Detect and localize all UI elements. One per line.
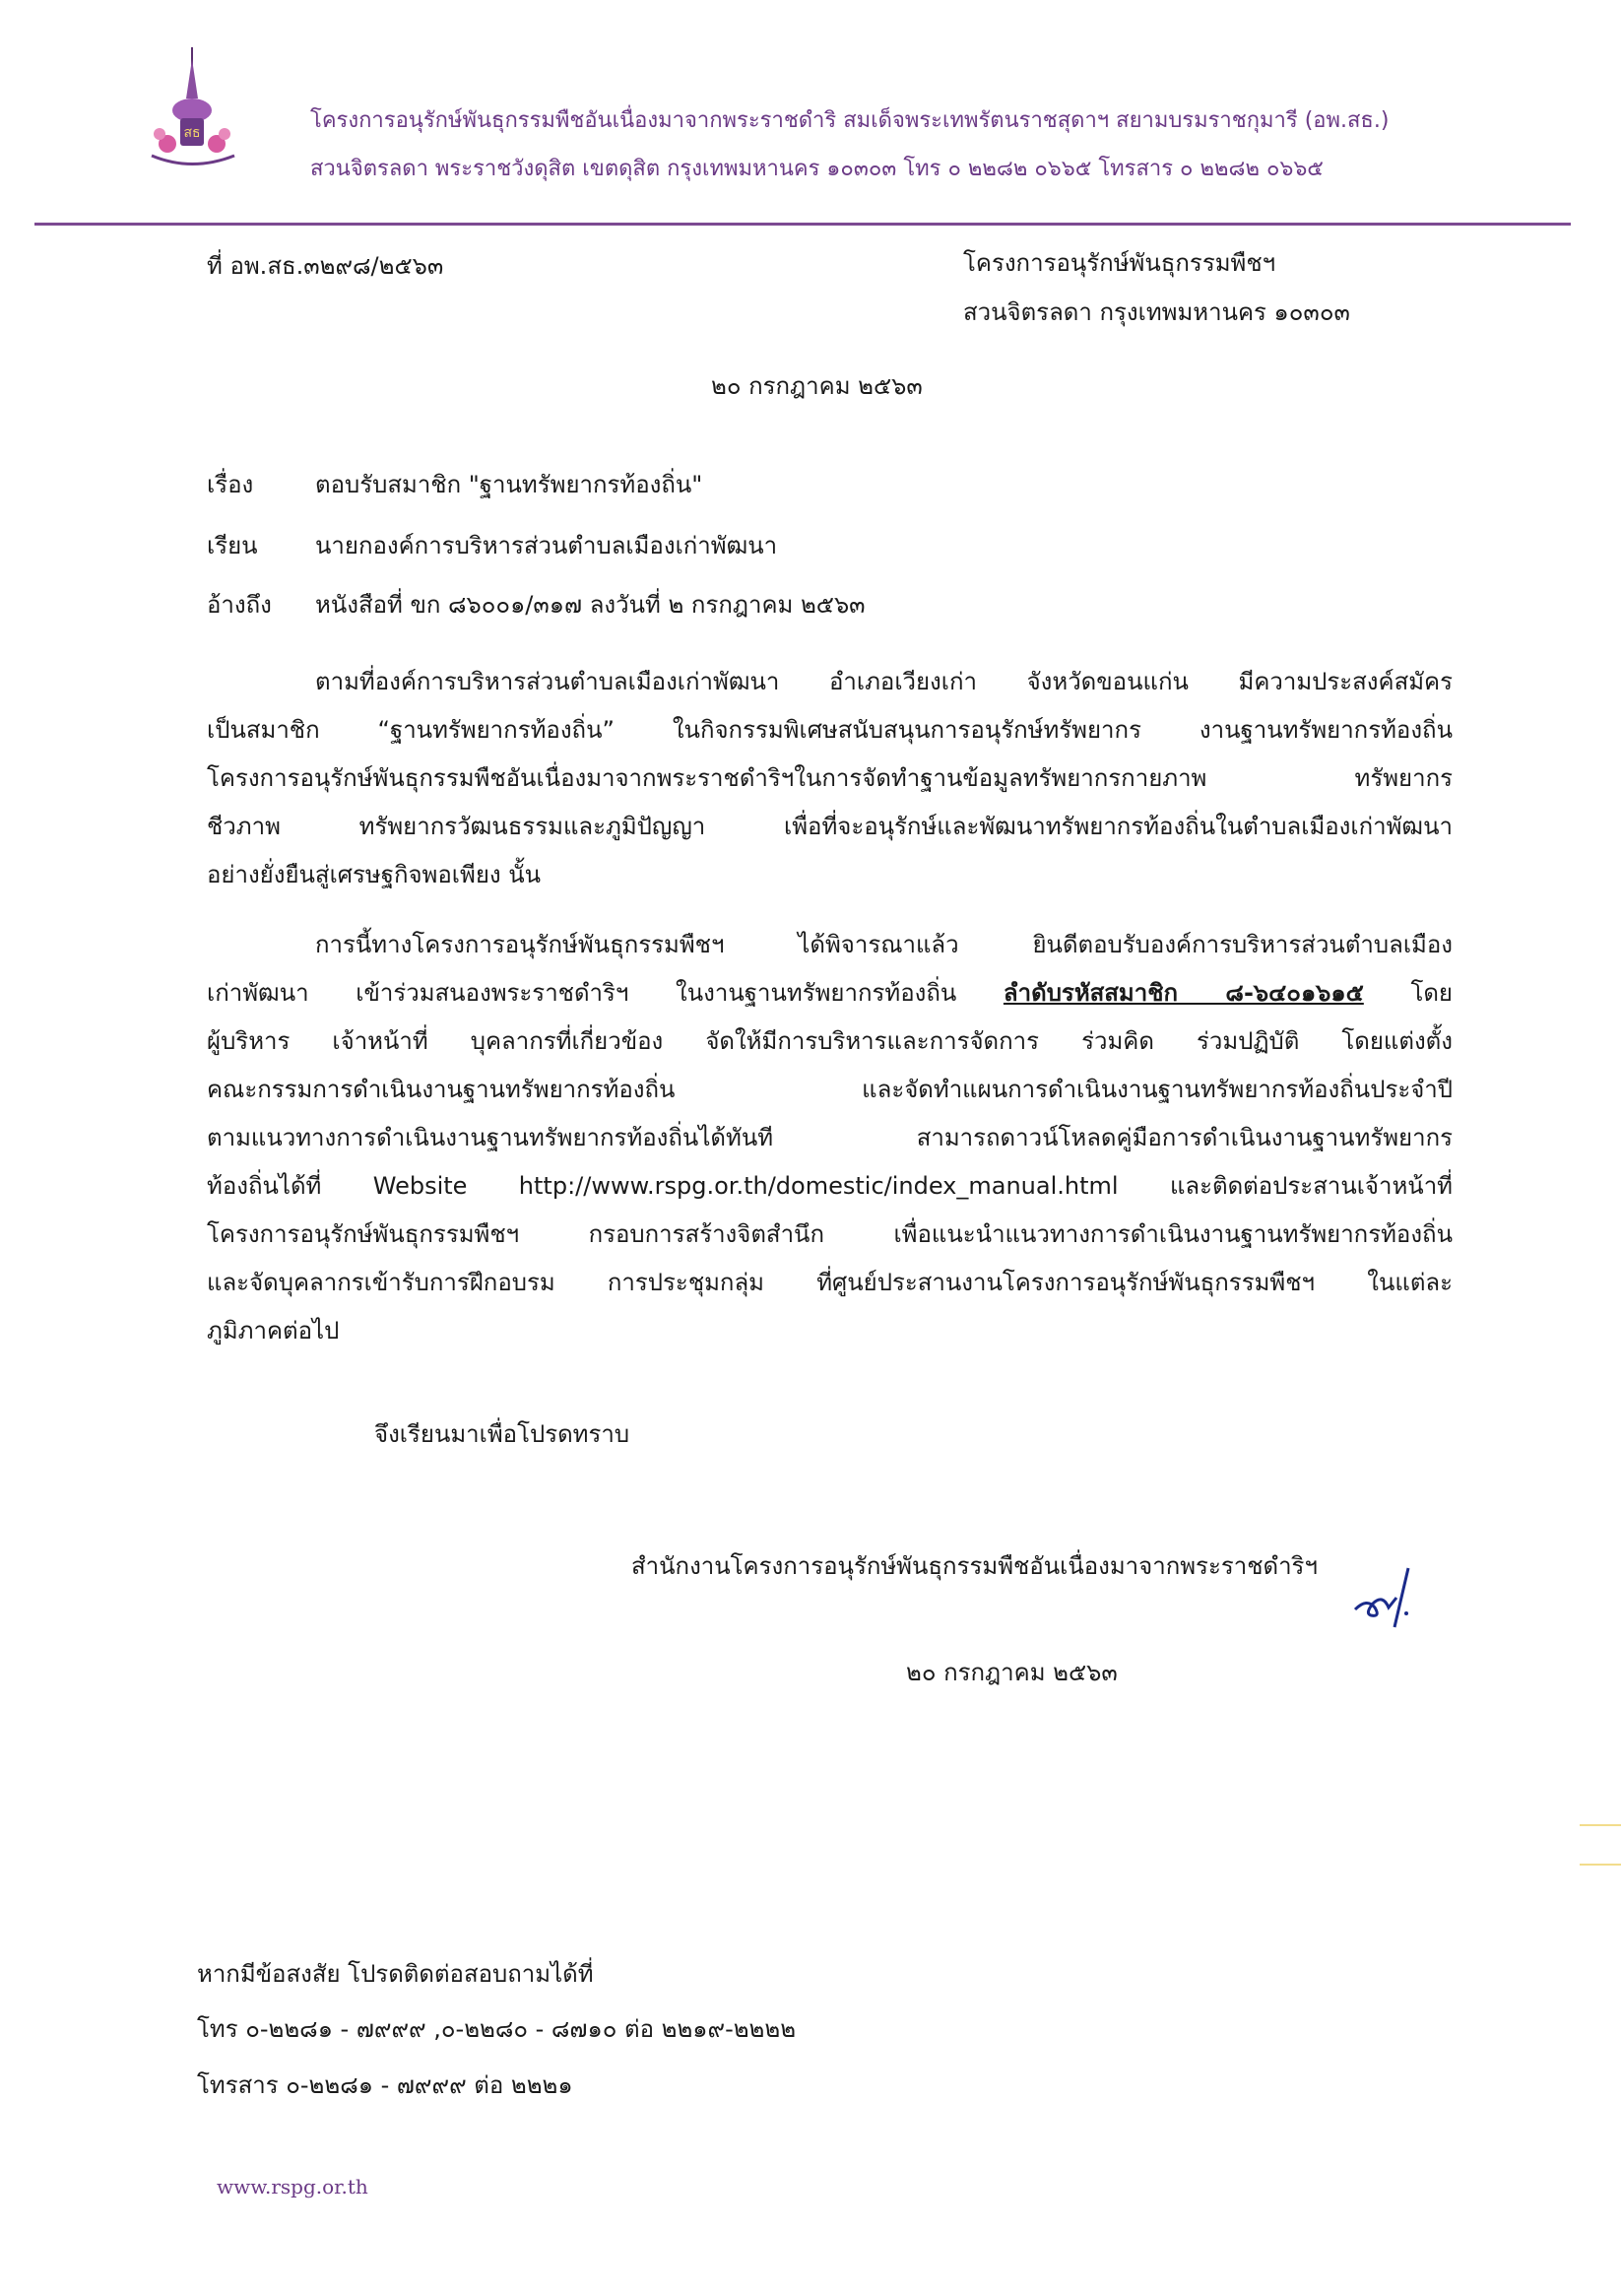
subject-label: เรื่อง <box>207 471 254 498</box>
paragraph-line <box>207 969 1453 1017</box>
paragraph-line: โครงการอนุรักษ์พันธุกรรมพืชอันเนื่องมาจากพระราชดำริฯในการจัดทำฐานข้อมูลทรัพยากรกายภาพ ทรัพยากร <box>207 764 1453 792</box>
signature-icon <box>1347 1558 1421 1637</box>
letterhead-divider <box>34 223 1571 226</box>
sender-org-name: โครงการอนุรักษ์พันธุกรรมพืชฯ <box>963 249 1276 277</box>
paragraph-line: ภูมิภาคต่อไป <box>207 1317 340 1345</box>
svg-text:สธ: สธ <box>183 125 201 141</box>
scan-artifact <box>1580 1864 1621 1866</box>
paragraph-line: ตามที่องค์การบริหารส่วนตำบลเมืองเก่าพัฒนา อำเภอเวียงเก่า จังหวัดขอนแก่น มีความประสงค์สมัคร <box>315 668 1453 695</box>
paragraph-2 <box>207 921 1453 1355</box>
paragraph-line: ผู้บริหาร เจ้าหน้าที่ บุคลากรที่เกี่ยวข้อง จัดให้มีการบริหารและการจัดการ ร่วมคิด ร่วมปฏิบัติ โดยแต่งตั้ง <box>207 1027 1453 1055</box>
reference-value: หนังสือที่ ขก ๘๖๐๐๑/๓๑๗ ลงวันที่ ๒ กรกฎาคม ๒๕๖๓ <box>315 591 866 619</box>
scan-artifact <box>1580 1824 1621 1826</box>
paragraph-line: ชีวภาพ ทรัพยากรวัฒนธรรมและภูมิปัญญา เพื่อที่จะอนุรักษ์และพัฒนาทรัพยากรท้องถิ่นในตำบลเมืองเก่าพัฒนา <box>207 813 1453 840</box>
letterhead-title: โครงการอนุรักษ์พันธุกรรมพืชอันเนื่องมาจากพระราชดำริ สมเด็จพระเทพรัตนราชสุดาฯ สยามบรมราชกุมารี (อพ.สธ.) <box>310 108 1390 133</box>
letterhead-address: สวนจิตรลดา พระราชวังดุสิต เขตดุสิต กรุงเทพมหานคร ๑๐๓๐๓ โทร ๐ ๒๒๘๒ ๐๖๖๕ โทรสาร ๐ ๒๒๘๒ ๐๖๖๕ <box>310 157 1324 181</box>
issuing-office: สำนักงานโครงการอนุรักษ์พันธุกรรมพืชอันเนื่องมาจากพระราชดำริฯ <box>631 1552 1318 1580</box>
contact-phone: โทร ๐-๒๒๘๑ - ๗๙๙๙ ,๐-๒๒๘๐ - ๘๗๑๐ ต่อ ๒๒๑๙-๒๒๒๒ <box>197 2015 797 2043</box>
letter-date: ๒๐ กรกฎาคม ๒๕๖๓ <box>711 372 923 400</box>
paragraph-line: ท้องถิ่นได้ที่ Website http://www.rspg.or.th/domestic/index_manual.html และติดต่อประสานเจ้าหน้าที่ <box>207 1172 1453 1200</box>
paragraph-line: การนี้ทางโครงการอนุรักษ์พันธุกรรมพืชฯ ได้พิจารณาแล้ว ยินดีตอบรับองค์การบริหารส่วนตำบลเมือง <box>315 931 1453 958</box>
sender-org-address: สวนจิตรลดา กรุงเทพมหานคร ๑๐๓๐๓ <box>963 298 1350 326</box>
paragraph-line: โครงการอนุรักษ์พันธุกรรมพืชฯ กรอบการสร้างจิตสำนึก เพื่อแนะนำแนวทางการดำเนินงานฐานทรัพยากรท้องถิ่น <box>207 1220 1453 1248</box>
paragraph-text: เก่าพัฒนา เข้าร่วมสนองพระราชดำริฯ ในงานฐานทรัพยากรท้องถิ่น <box>207 979 1004 1007</box>
paragraph-line: และจัดบุคลากรเข้ารับการฝึกอบรม การประชุมกลุ่ม ที่ศูนย์ประสานงานโครงการอนุรักษ์พันธุกรรมพืชฯ ในแต่ละ <box>207 1269 1453 1296</box>
signature-date: ๒๐ กรกฎาคม ๒๕๖๓ <box>906 1659 1118 1686</box>
recipient-value: นายกองค์การบริหารส่วนตำบลเมืองเก่าพัฒนา <box>315 532 778 559</box>
contact-fax: โทรสาร ๐-๒๒๘๑ - ๗๙๙๙ ต่อ ๒๒๒๑ <box>197 2071 573 2099</box>
paragraph-line: เป็นสมาชิก “ฐานทรัพยากรท้องถิ่น” ในกิจกรรมพิเศษสนับสนุนการอนุรักษ์ทรัพยากร งานฐานทรัพยากรท้องถิ่น <box>207 716 1453 744</box>
rspg-emblem-icon <box>138 39 335 172</box>
subject-value: ตอบรับสมาชิก "ฐานทรัพยากรท้องถิ่น" <box>315 471 703 498</box>
paragraph-line: ตามแนวทางการดำเนินงานฐานทรัพยากรท้องถิ่นได้ทันที สามารถดาวน์โหลดคู่มือการดำเนินงานฐานทรัพยากร <box>207 1124 1453 1151</box>
website-link[interactable]: www.rspg.or.th <box>217 2175 368 2198</box>
paragraph-line: คณะกรรมการดำเนินงานฐานทรัพยากรท้องถิ่น และจัดทำแผนการดำเนินงานฐานทรัพยากรท้องถิ่นประจำปี <box>207 1076 1453 1103</box>
reference-number: ที่ อพ.สธ.๓๒๙๘/๒๕๖๓ <box>207 252 444 280</box>
member-code: ลำดับรหัสสมาชิก ๘-๖๔๐๑๖๑๕ <box>1003 979 1364 1007</box>
contact-intro: หากมีข้อสงสัย โปรดติดต่อสอบถามได้ที่ <box>197 1960 594 1988</box>
reference-label: อ้างถึง <box>207 591 272 619</box>
paragraph-line: อย่างยั่งยืนสู่เศรษฐกิจพอเพียง นั้น <box>207 861 542 888</box>
recipient-label: เรียน <box>207 532 258 559</box>
paragraph-text: โดย <box>1363 979 1453 1007</box>
paragraph-1 <box>207 658 1453 899</box>
closing-line: จึงเรียนมาเพื่อโปรดทราบ <box>374 1420 630 1448</box>
